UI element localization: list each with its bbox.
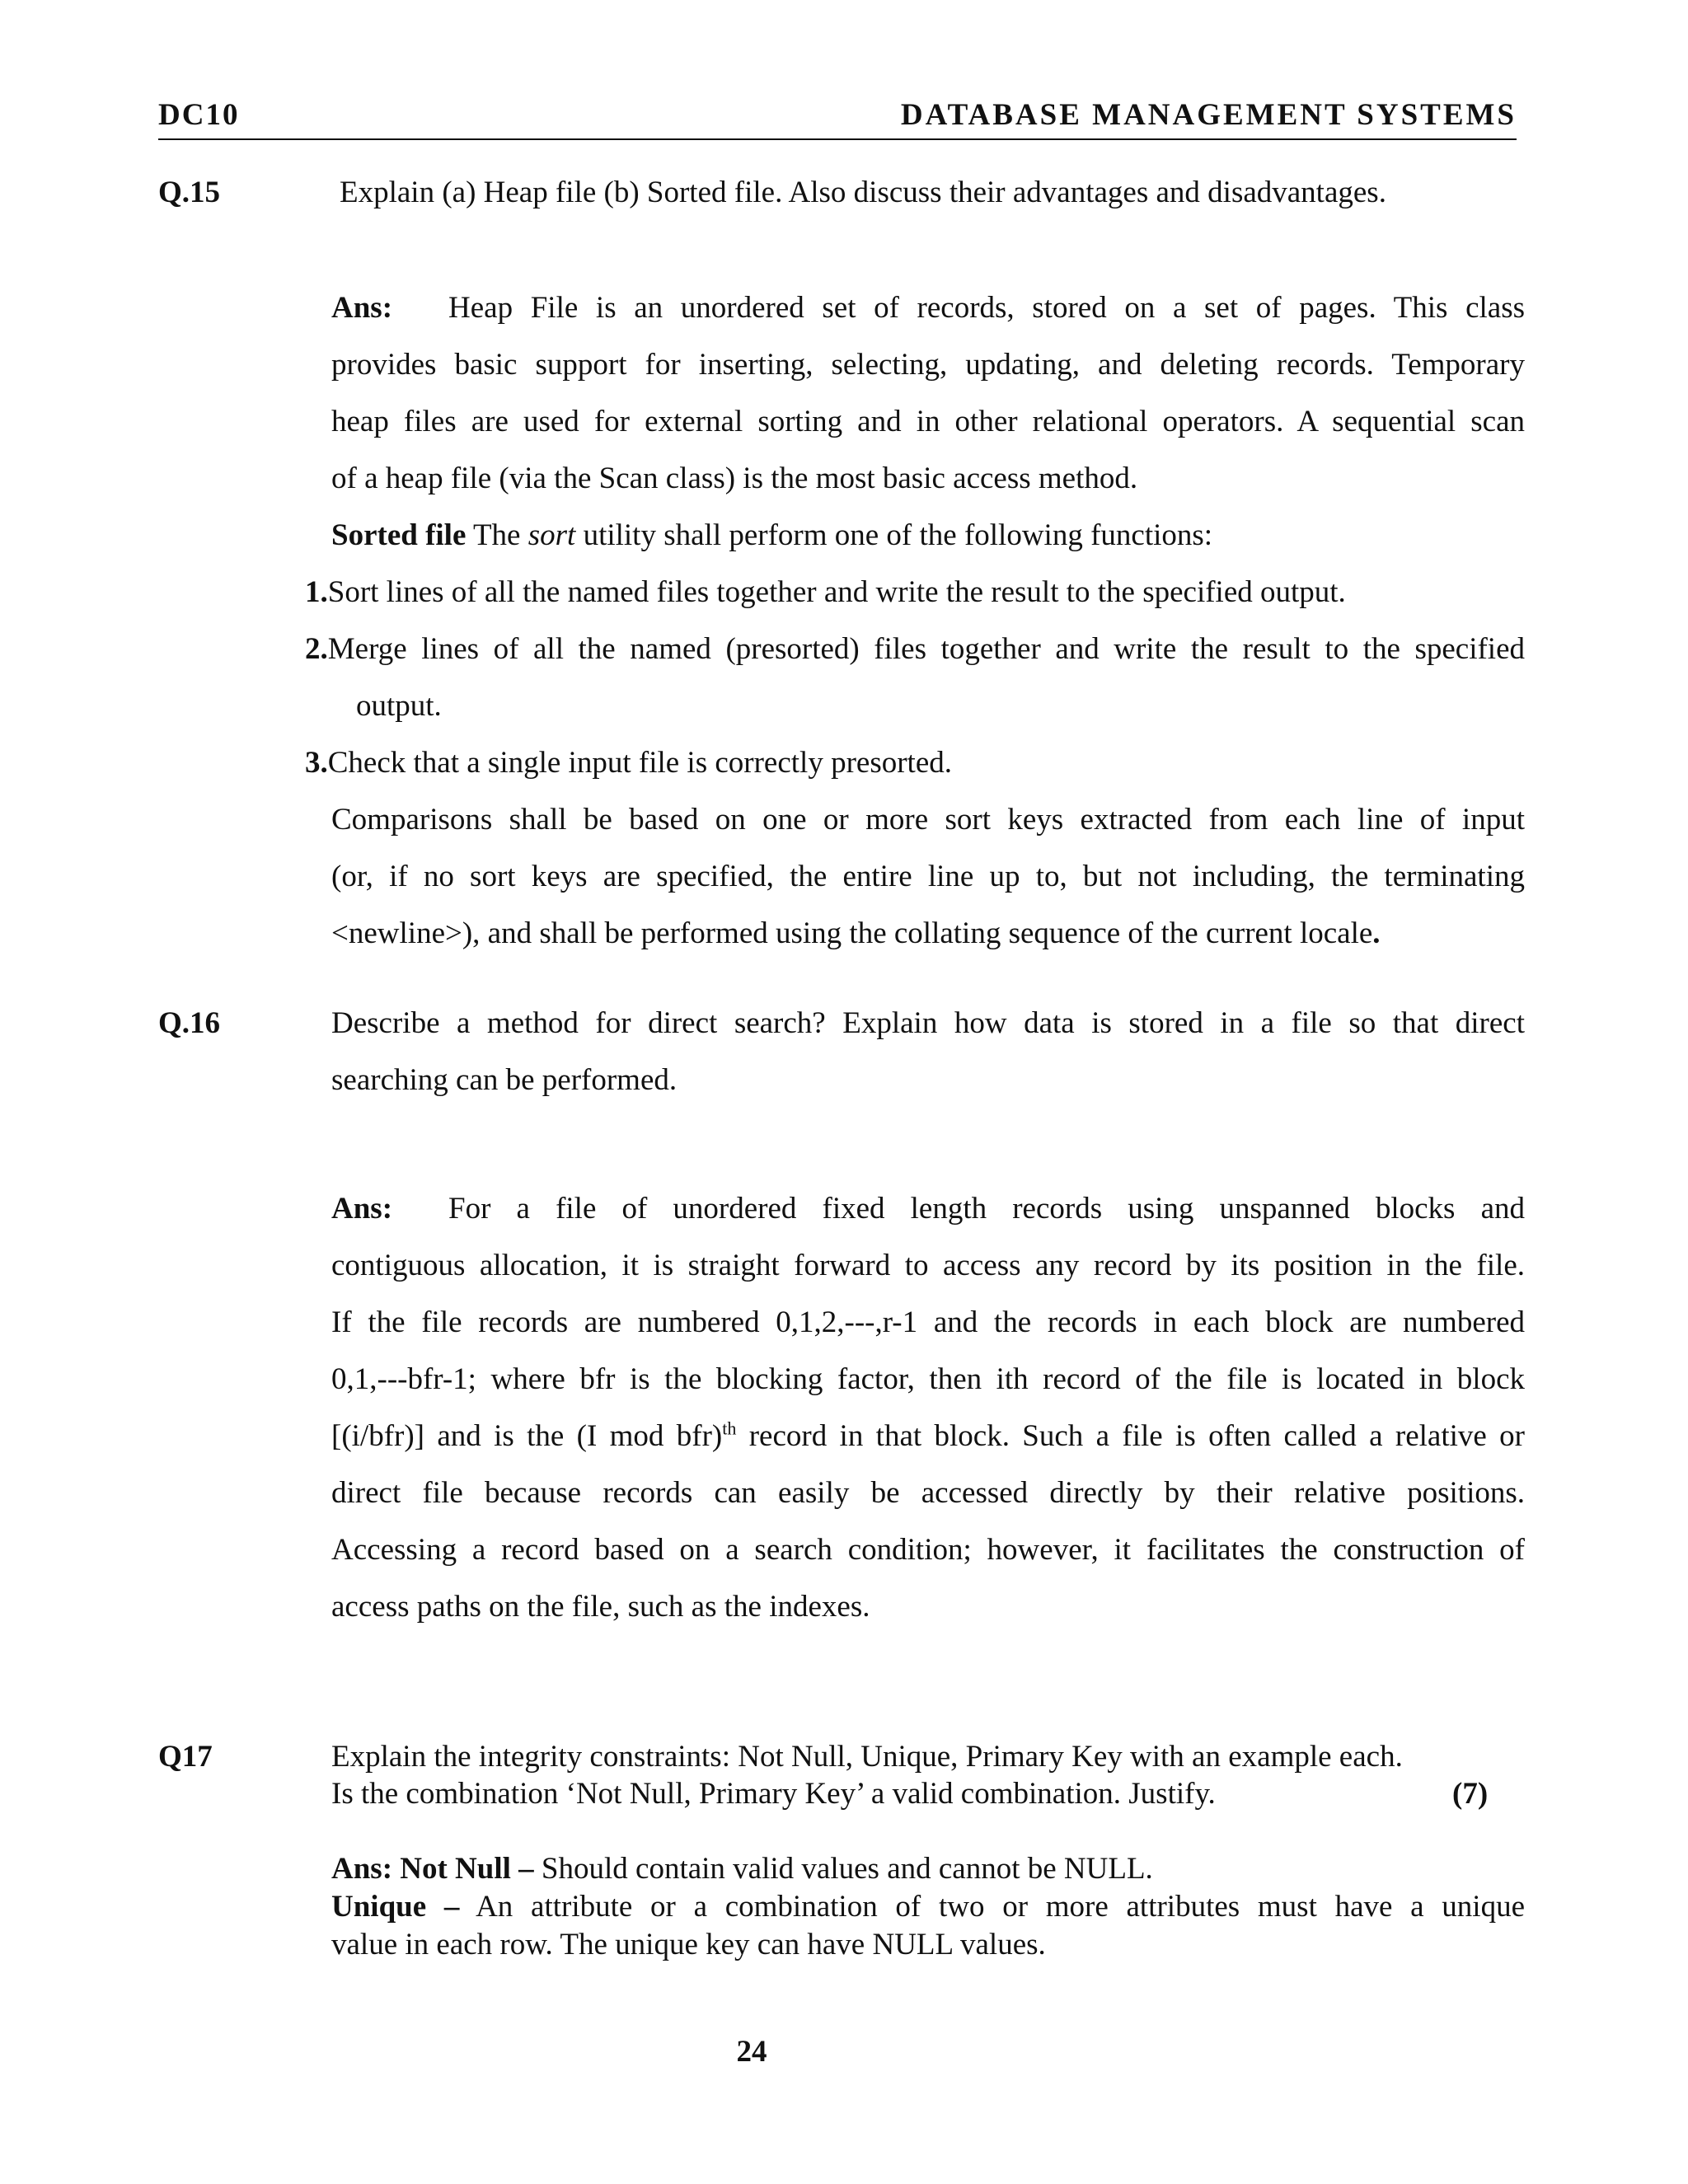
question-17-line-1: Explain the integrity constraints: Not Null, Unique, Primary Key with an example each. — [331, 1740, 1403, 1774]
q16-answer-line-8: access paths on the file, such as the indexes. — [331, 1590, 870, 1624]
question-17-label: Q17 — [158, 1740, 213, 1774]
q16-answer-label: Ans: — [331, 1192, 393, 1226]
q17-answer-label: Ans: Not Null – — [331, 1852, 534, 1886]
page-header — [158, 97, 1517, 140]
question-16-line-1: Describe a method for direct search? Explain how data is stored in a file so that direct — [331, 1006, 1525, 1040]
q16-answer-line-7: Accessing a record based on a search condition; however, it facilitates the construction of — [331, 1533, 1525, 1567]
sort-function-2-cont: output. — [356, 689, 442, 723]
q17-answer-unique-cont: value in each row. The unique key can have NULL values. — [331, 1928, 1046, 1961]
q15-answer-line-4: of a heap file (via the Scan class) is the most basic access method. — [331, 462, 1138, 495]
q16-answer-line-6: direct file because records can easily be accessed directly by their relative positions. — [331, 1476, 1525, 1510]
question-16-line-2: searching can be performed. — [331, 1063, 678, 1097]
sorted-file-intro: Sorted file The sort utility shall perform one of the following functions: — [331, 518, 1213, 552]
q15-answer-line-2: provides basic support for inserting, selecting, updating, and deleting records. Temporary — [331, 348, 1525, 382]
q17-answer-unique: Unique – An attribute or a combination of two or more attributes must have a unique — [331, 1890, 1526, 1924]
comparison-line-1: Comparisons shall be based on one or more sort keys extracted from each line of input — [331, 803, 1525, 837]
course-title: DATABASE MANAGEMENT SYSTEMS — [900, 98, 1517, 132]
q16-answer-line-2: contiguous allocation, it is straight forward to access any record by its position in the file. — [331, 1249, 1525, 1282]
sort-function-1: 1.Sort lines of all the named files together and write the result to the specified output. — [305, 575, 1346, 609]
course-code: DC10 — [158, 98, 240, 132]
q15-answer-label: Ans: — [331, 291, 393, 325]
q15-answer-line-1: Ans: Heap File is an unordered set of records, stored on a set of pages. This class — [331, 291, 1525, 325]
q16-answer-line-4: 0,1,---bfr-1; where bfr is the blocking factor, then ith record of the file is located in block — [331, 1362, 1525, 1396]
q15-answer-line-3: heap files are used for external sorting and in other relational operators. A sequential scan — [331, 405, 1525, 438]
q17-answer-not-null: Ans: Not Null – Should contain valid values and cannot be NULL. — [331, 1852, 1153, 1886]
comparison-line-2: (or, if no sort keys are specified, the entire line up to, but not including, the terminating — [331, 860, 1525, 893]
comparison-line-3: <newline>), and shall be performed using the collating sequence of the current locale. — [331, 916, 1381, 950]
sorted-file-label: Sorted file — [331, 518, 467, 552]
question-17-marks: (7) — [1452, 1777, 1489, 1811]
q16-answer-line-3: If the file records are numbered 0,1,2,---,r-1 and the records in each block are numbered — [331, 1305, 1525, 1339]
question-15-text: Explain (a) Heap file (b) Sorted file. Also discuss their advantages and disadvantages. — [340, 176, 1386, 209]
page-number: 24 — [736, 2035, 767, 2069]
question-15-label: Q.15 — [158, 176, 221, 209]
sort-function-2: 2.Merge lines of all the named (presorted) files together and write the result to the specified — [305, 632, 1525, 666]
sort-function-3: 3.Check that a single input file is correctly presorted. — [305, 746, 952, 780]
question-17-line-2: Is the combination ‘Not Null, Primary Key’ a valid combination. Justify. — [331, 1777, 1216, 1811]
question-16-label: Q.16 — [158, 1006, 221, 1040]
q16-answer-line-1: Ans: For a file of unordered fixed length records using unspanned blocks and — [331, 1192, 1525, 1226]
q16-answer-line-5: [(i/bfr)] and is the (I mod bfr)$^{th}$ record in that block. Such a file is often called a relative or — [331, 1418, 1525, 1453]
